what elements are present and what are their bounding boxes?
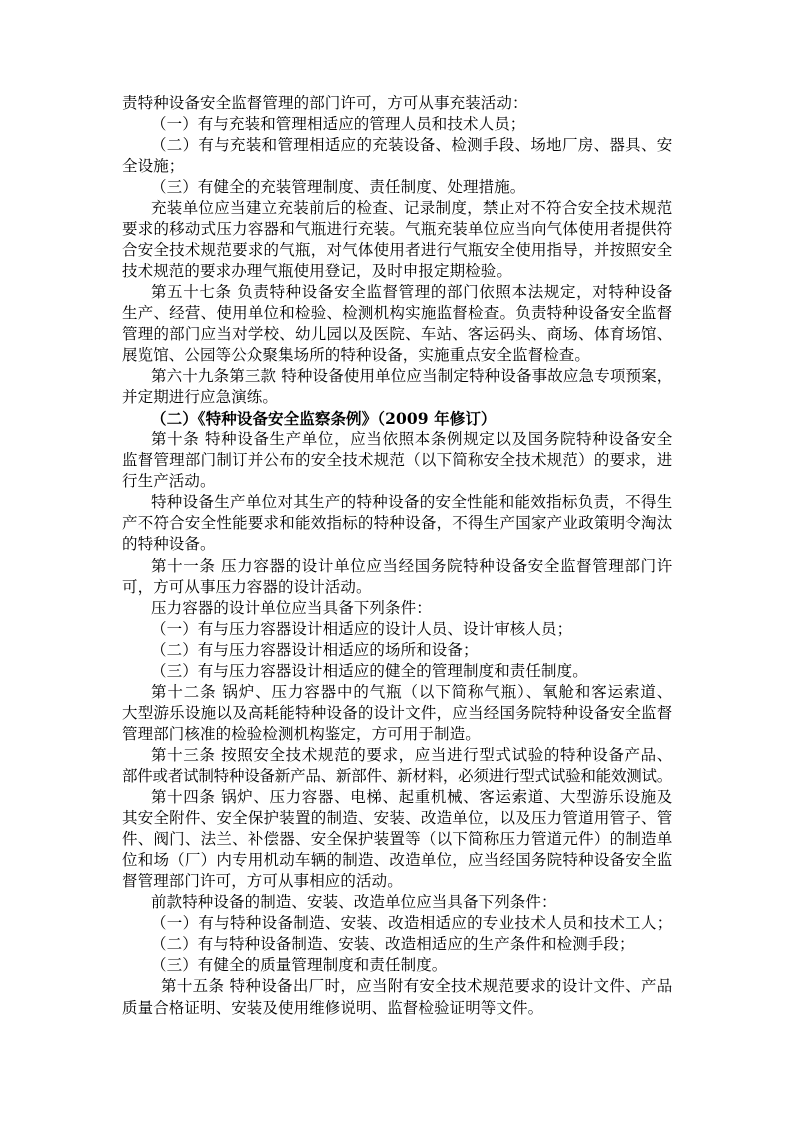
text-line: 第十一条 压力容器的设计单位应当经国务院特种设备安全监督管理部门许 <box>151 556 672 575</box>
paragraph <box>122 492 672 555</box>
text-line: 管理的部门应当对学校、幼儿园以及医院、车站、客运码头、商场、体育场馆、 <box>122 325 672 344</box>
document-text <box>122 93 672 1019</box>
text-line: （一）有与压力容器设计相适应的设计人员、设计审核人员； <box>151 619 573 638</box>
text-line: 部件或者试制特种设备新产品、新部件、新材料，必须进行型式试验和能效测试。 <box>122 767 672 785</box>
article-12-paragraph <box>122 682 672 745</box>
text-line: 并定期进行应急演练。 <box>122 388 279 407</box>
text-line: 督管理部门许可，方可从事相应的活动。 <box>122 872 403 891</box>
condition-item <box>122 114 672 135</box>
text-line: 特种设备生产单位对其生产的特种设备的安全性能和能效指标负责，不得生 <box>151 493 672 512</box>
text-line: 大型游乐设施以及高耗能特种设备的设计文件，应当经国务院特种设备安全监督 <box>122 703 672 722</box>
condition-item <box>122 640 672 661</box>
text-line: 合安全技术规范要求的气瓶，对气体使用者进行气瓶安全使用指导，并按照安全 <box>122 240 672 259</box>
text-line: 行生产活动。 <box>122 472 216 491</box>
text-line: 第十五条 特种设备出厂时，应当附有安全技术规范要求的设计文件、产品 <box>161 977 672 996</box>
text-line: （三）有与压力容器设计相适应的健全的管理制度和责任制度。 <box>151 661 588 680</box>
article-11-paragraph <box>122 556 672 598</box>
text-line: 压力容器的设计单位应当具备下列条件： <box>151 598 432 617</box>
article-13-paragraph <box>122 745 672 787</box>
text-line: 位和场（厂）内专用机动车辆的制造、改造单位，应当经国务院特种设备安全监 <box>122 851 672 870</box>
article-15-paragraph <box>122 976 672 1018</box>
text-line: 第十四条 锅炉、压力容器、电梯、起重机械、客运索道、大型游乐设施及 <box>151 788 672 807</box>
condition-item <box>122 135 672 177</box>
text-line: 第五十七条 负责特种设备安全监督管理的部门依照本法规定，对特种设备 <box>151 282 672 301</box>
text-line: 责特种设备安全监督管理的部门许可，方可从事充装活动： <box>122 93 528 112</box>
text-line: 产不符合安全性能要求和能效指标的特种设备，不得生产国家产业政策明令淘汰 <box>122 514 672 533</box>
text-line: （一）有与特种设备制造、安装、改造相适应的专业技术人员和技术工人； <box>151 914 672 933</box>
text-line: 前款特种设备的制造、安装、改造单位应当具备下列条件： <box>151 893 557 912</box>
text-line: 管理部门核准的检验检测机构鉴定，方可用于制造。 <box>122 724 481 743</box>
text-line: （三）有健全的充装管理制度、责任制度、处理措施。 <box>151 177 526 196</box>
article-69-paragraph <box>122 366 672 408</box>
text-line: （一）有与充装和管理相适应的管理人员和技术人员； <box>151 114 526 133</box>
text-line: 质量合格证明、安装及使用维修说明、监督检验证明等文件。 <box>122 998 544 1017</box>
text-line: 要求的移动式压力容器和气瓶进行充装。气瓶充装单位应当向气体使用者提供符 <box>122 219 672 238</box>
article-57-paragraph <box>122 282 672 366</box>
text-line: （二）有与压力容器设计相适应的场所和设备； <box>151 640 479 659</box>
condition-item <box>122 177 672 198</box>
text-line: 第十三条 按照安全技术规范的要求，应当进行型式试验的特种设备产品、 <box>151 745 672 764</box>
article-10-paragraph <box>122 429 672 492</box>
condition-item <box>122 955 672 976</box>
paragraph <box>122 892 672 913</box>
continued-paragraph <box>122 93 672 114</box>
text-line: 技术规范的要求办理气瓶使用登记，及时申报定期检验。 <box>122 261 513 280</box>
article-14-paragraph <box>122 787 672 892</box>
condition-item <box>122 661 672 682</box>
condition-item <box>122 619 672 640</box>
text-line: 监督管理部门制订并公布的安全技术规范（以下简称安全技术规范）的要求，进 <box>122 451 672 470</box>
text-line: 生产、经营、使用单位和检验、检测机构实施监督检查。负责特种设备安全监督 <box>122 303 672 322</box>
text-line: 第十条 特种设备生产单位，应当依照本条例规定以及国务院特种设备安全 <box>151 430 672 449</box>
section-heading <box>122 408 672 429</box>
text-line: 第十二条 锅炉、压力容器中的气瓶（以下简称气瓶）、氧舱和客运索道、 <box>151 682 672 701</box>
text-line: 全设施； <box>122 156 185 175</box>
condition-item <box>122 934 672 955</box>
text-line: （二）有与充装和管理相适应的充装设备、检测手段、场地厂房、器具、安 <box>151 135 672 154</box>
text-line: 件、阀门、法兰、补偿器、安全保护装置等（以下简称压力管道元件）的制造单 <box>122 830 672 849</box>
paragraph <box>122 198 672 282</box>
section-heading-text: （二）《特种设备安全监察条例》（2009 年修订） <box>151 409 497 429</box>
text-line: （三）有健全的质量管理制度和责任制度。 <box>151 956 448 975</box>
text-line: 其安全附件、安全保护装置的制造、安装、改造单位，以及压力管道用管子、管 <box>122 809 672 828</box>
text-line: （二）有与特种设备制造、安装、改造相适应的生产条件和检测手段； <box>151 935 635 954</box>
text-line: 第六十九条第三款 特种设备使用单位应当制定特种设备事故应急专项预案， <box>151 367 672 386</box>
text-line: 的特种设备。 <box>122 535 216 554</box>
text-line: 充装单位应当建立充装前后的检查、记录制度，禁止对不符合安全技术规范 <box>151 198 672 217</box>
paragraph <box>122 598 672 619</box>
condition-item <box>122 913 672 934</box>
text-line: 可，方可从事压力容器的设计活动。 <box>122 577 372 596</box>
text-line: 展览馆、公园等公众聚集场所的特种设备，实施重点安全监督检查。 <box>122 346 591 365</box>
